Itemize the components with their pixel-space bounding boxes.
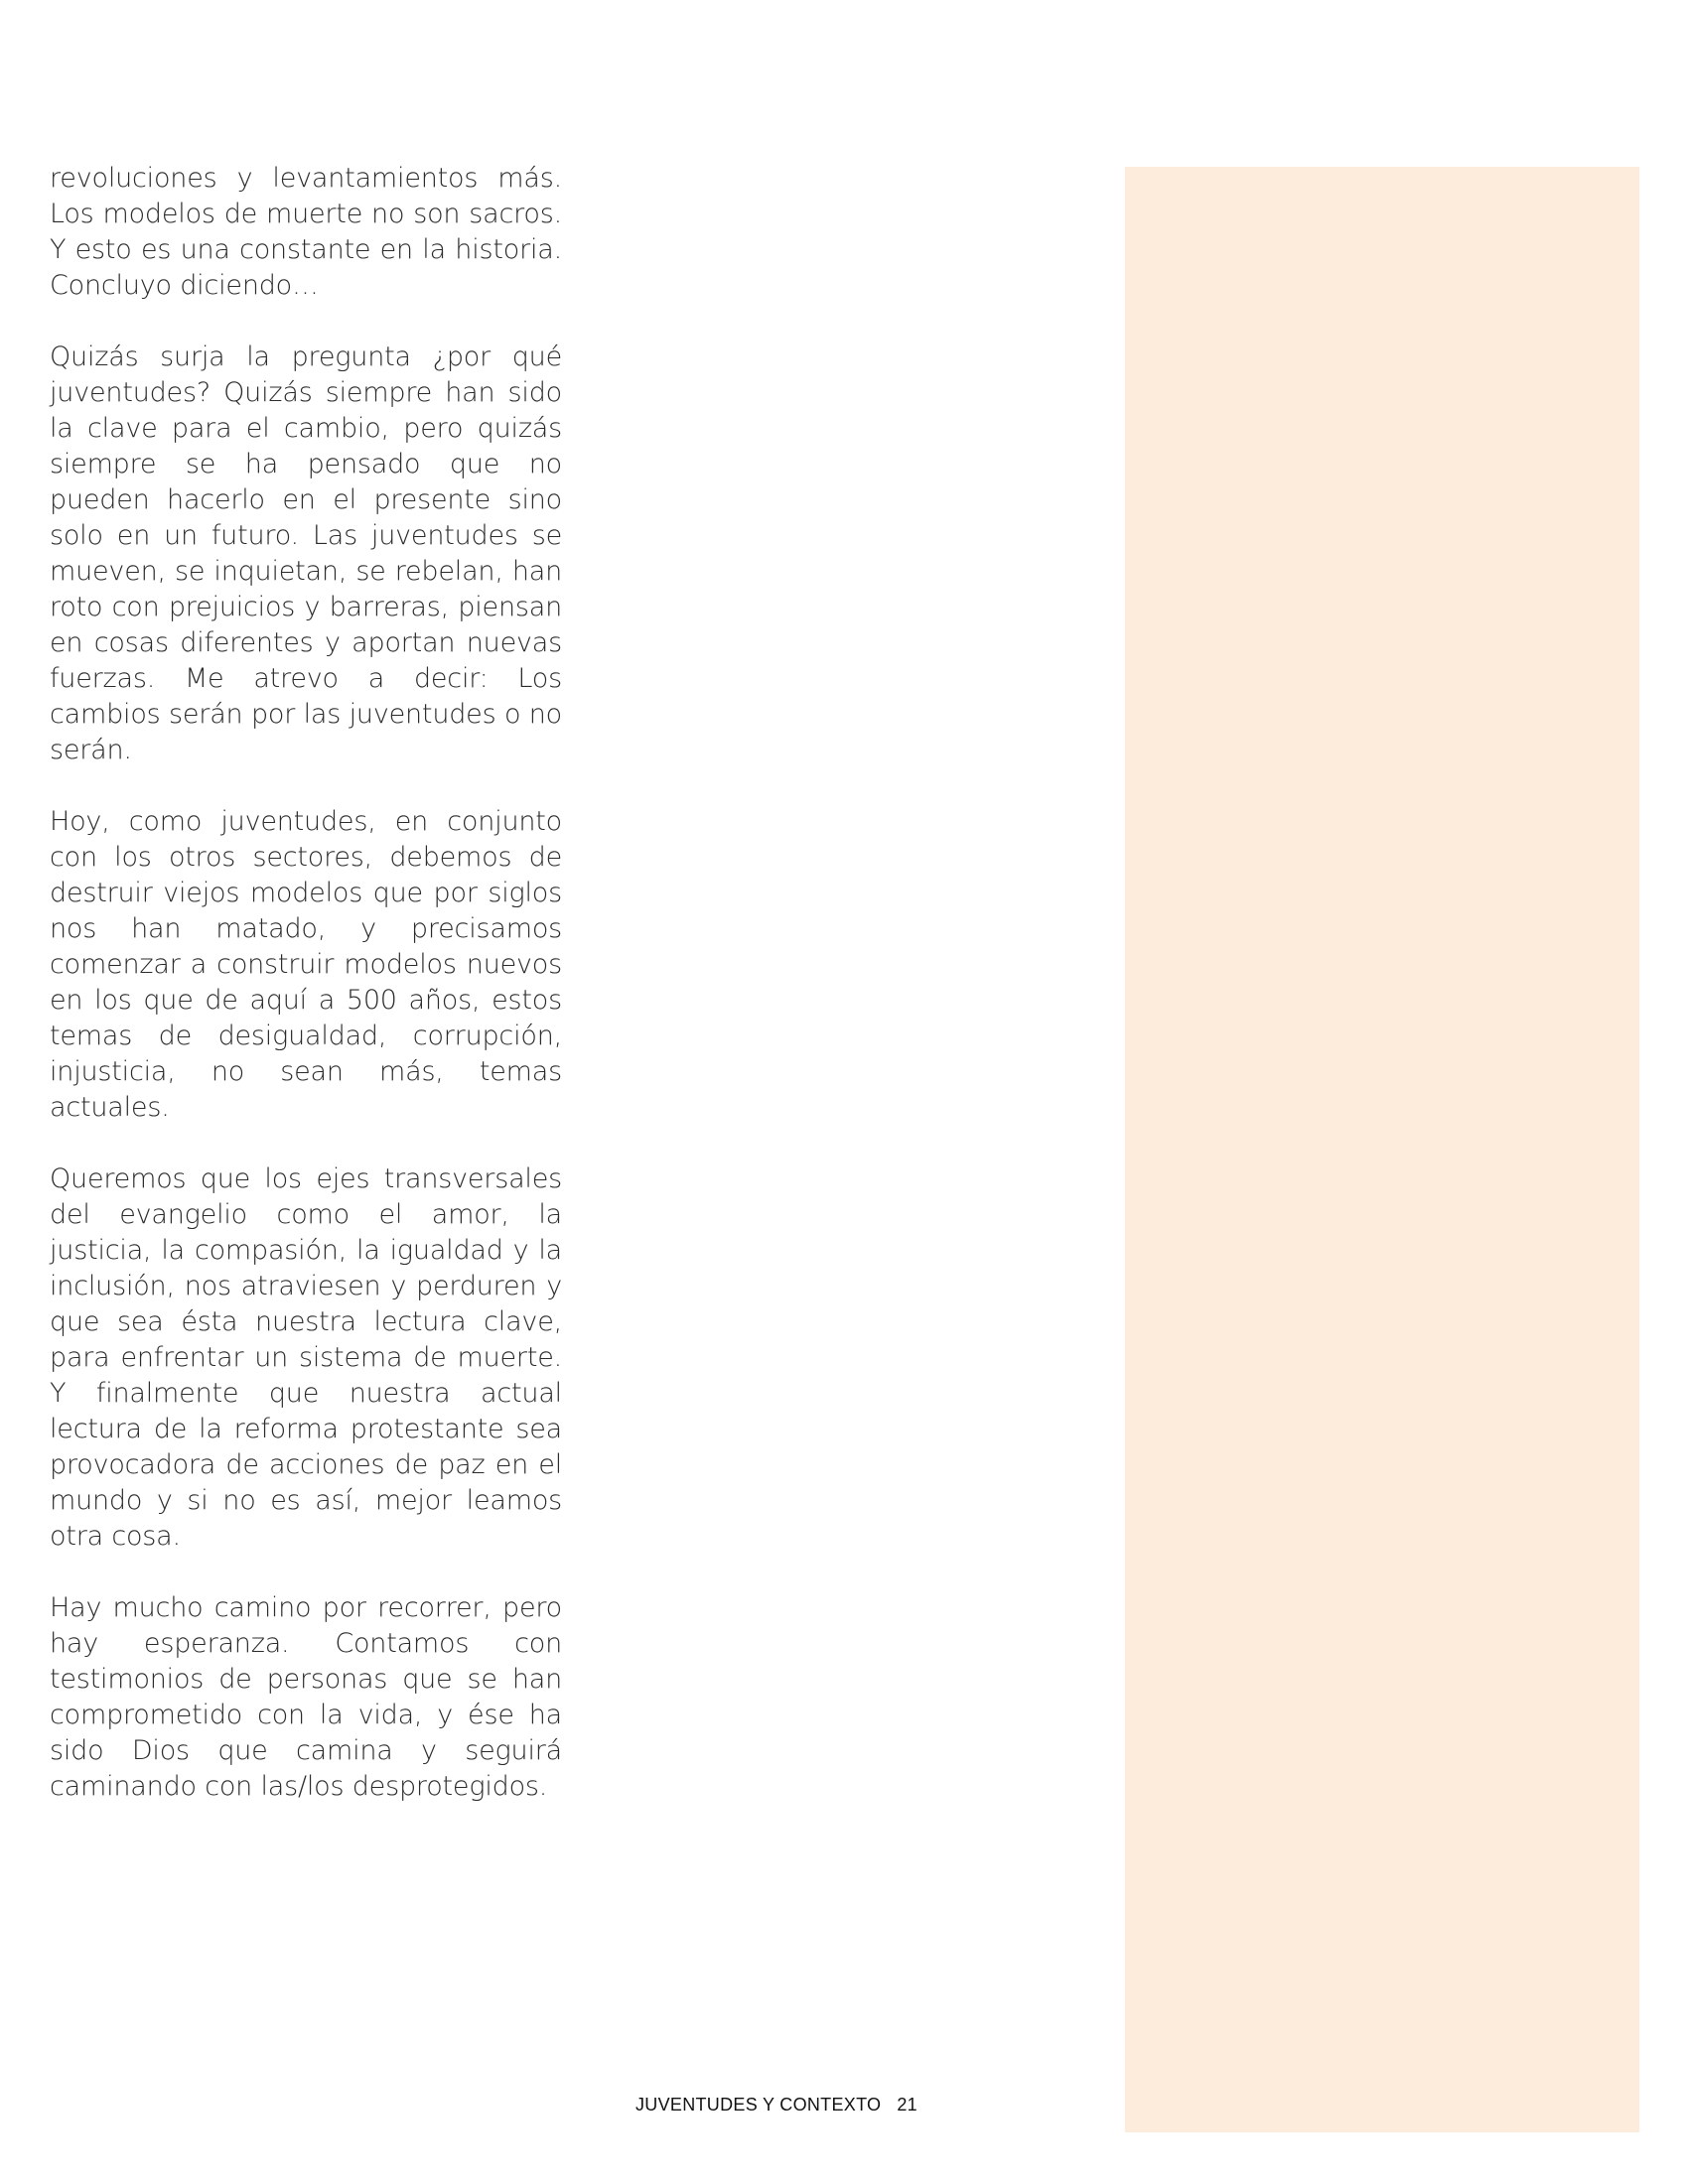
paragraph-1: revoluciones y levantamientos más. Los modelos de muerte no son sacros. Y esto es una constante en la historia. Concluyo diciendo… bbox=[50, 163, 562, 301]
paragraph-4: Queremos que los ejes transversales del evangelio como el amor, la justicia, la compasión, la igualdad y la inclusión, nos atraviesen y perduren y que sea ésta nuestra lectura clave, para enfrentar un sistema de muerte. Y finalmente que nuestra actual lectura de la reforma protestante sea provocadora de acciones de paz en el mundo y si no es así, mejor leamos otra cosa. bbox=[50, 1163, 562, 1552]
page-number: 21 bbox=[897, 2095, 917, 2115]
decorative-side-panel bbox=[1125, 167, 1639, 2132]
paragraph-2: Quizás surja la pregunta ¿por qué juventudes? Quizás siempre han sido la clave para el cambio, pero quizás siempre se ha pensado que no pueden hacerlo en el presente sino solo en un futuro. Las juventudes se mueven, se inquietan, se rebelan, han roto con prejuicios y barreras, piensan en cosas diferentes y aportan nuevas fuerzas. Me atrevo a decir: Los cambios serán por las juventudes o no serán. bbox=[50, 341, 562, 765]
page-footer bbox=[635, 2095, 917, 2116]
paragraph-3: Hoy, como juventudes, en conjunto con los otros sectores, debemos de destruir viejos modelos que por siglos nos han matado, y precisamos comenzar a construir modelos nuevos en los que de aquí a 500 años, estos temas de desigualdad, corrupción, injusticia, no sean más, temas actuales. bbox=[50, 806, 562, 1123]
footer-section-title: JUVENTUDES Y CONTEXTO bbox=[635, 2095, 882, 2115]
body-text-column bbox=[50, 161, 562, 1841]
paragraph-5: Hay mucho camino por recorrer, pero hay esperanza. Contamos con testimonios de personas que se han comprometido con la vida, y ése ha sido Dios que camina y seguirá caminando con las/los desprotegidos. bbox=[50, 1592, 562, 1802]
